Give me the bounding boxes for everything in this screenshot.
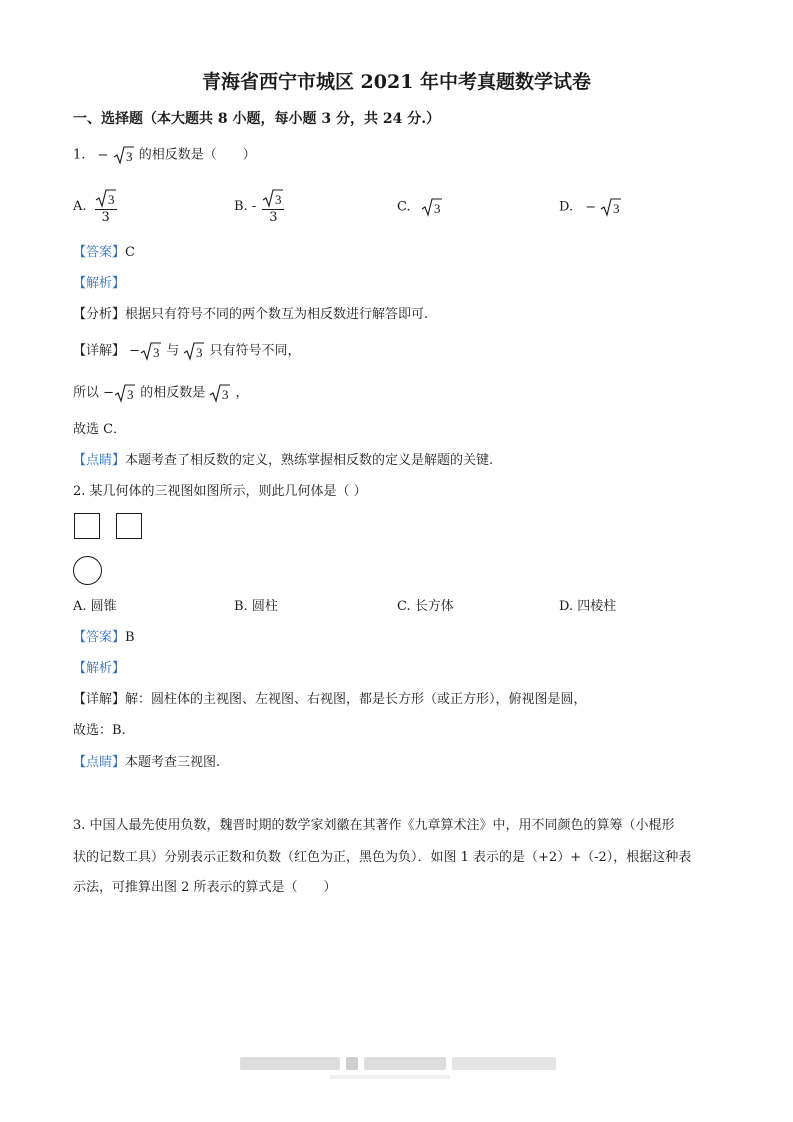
neg-sign: − (129, 343, 141, 359)
fraction-denominator: 3 (269, 210, 278, 225)
sqrt3-expression (113, 145, 135, 165)
sqrt-radicand: 3 (613, 201, 620, 216)
answer-tag: 【答案】 (73, 630, 126, 645)
sqrt3-expression (262, 188, 284, 208)
q1-choose: 故选 C． (73, 422, 127, 437)
sqrt-radicand: 3 (107, 192, 115, 207)
q1-option-b (234, 188, 284, 224)
so-prefix: 所以 (73, 385, 100, 401)
comment-text: 本题考查了相反数的定义，熟练掌握相反数的定义是解题的关键. (125, 453, 494, 468)
sqrt3-expression (209, 383, 231, 403)
q2-detail (73, 693, 587, 706)
side-view-square (116, 513, 142, 539)
q2-comment (73, 756, 220, 769)
q2-choose: 故选：B. (73, 723, 126, 738)
fenxi-tag: 【分析】 (73, 307, 126, 322)
q3-line-1: 3. 中国人最先使用负数，魏晋时期的数学家刘徽在其著作《九章算术注》中，用不同颜色的算筹（小棍形 (73, 818, 675, 833)
sqrt-radicand: 3 (127, 387, 134, 402)
detail-tag: 【详解】 (73, 692, 126, 707)
q1-neg-sign: − (97, 147, 109, 163)
sqrt3-expression (183, 341, 205, 361)
option-d-label: D. (559, 199, 574, 215)
q1-answer (73, 246, 135, 259)
q1-stem-suffix: 的相反数是（ ） (138, 147, 256, 163)
sqrt-radicand: 3 (153, 345, 160, 360)
sqrt3-expression (114, 383, 136, 403)
so-end: ， (235, 385, 249, 401)
option-a-label: A. (73, 198, 87, 214)
q2-option-c: C. 长方体 (397, 599, 454, 614)
so-mid: 的相反数是 (140, 385, 206, 401)
q1-number: 1. (73, 147, 86, 163)
q1-analysis-tag: 【解析】 (73, 276, 126, 291)
answer-value: C (125, 245, 135, 260)
answer-tag: 【答案】 (73, 245, 126, 260)
detail-text: 解：圆柱体的主视图、左视图、右视图，都是长方形（或正方形），俯视图是圆， (125, 692, 587, 707)
fenxi-text: 根据只有符号不同的两个数互为相反数进行解答即可. (125, 307, 429, 322)
detail-mid-text: 与 (166, 343, 180, 359)
q1-stem (73, 145, 256, 165)
detail-end-text: 只有符号不同， (209, 343, 301, 359)
top-view-circle (73, 556, 102, 585)
q2-answer (73, 631, 135, 644)
sqrt-radicand: 3 (275, 192, 282, 207)
sqrt3-expression (140, 341, 162, 361)
option-c-label: C. (397, 199, 411, 215)
detail-tag: 【详解】 (73, 343, 126, 359)
q2-option-a: A. 圆锥 (73, 599, 117, 614)
q3-line-2: 状的记数工具）分别表示正数和负数（红色为正，黑色为负）．如图 1 表示的是（+2）+（-2），根据这种表 (73, 850, 692, 865)
sqrt3-expression (95, 188, 117, 208)
fraction-denominator: 3 (101, 210, 110, 225)
comment-tag: 【点睛】 (73, 755, 126, 770)
q1-fenxi (73, 308, 428, 321)
q1-comment (73, 454, 493, 467)
sqrt-radicand: 3 (433, 201, 441, 216)
q2-option-d: D. 四棱柱 (559, 599, 617, 614)
page-title: 青海省西宁市城区 2021 年中考真题数学试卷 (201, 71, 592, 93)
front-view-square (74, 513, 100, 539)
q1-conclusion (73, 383, 249, 403)
q1-detail (73, 341, 301, 361)
q2-analysis-tag: 【解析】 (73, 661, 126, 676)
comment-tag: 【点睛】 (73, 453, 126, 468)
sqrt3-expression (421, 197, 443, 217)
option-d-neg-sign: − (585, 199, 597, 215)
q2-option-b: B. 圆柱 (234, 599, 278, 614)
q2-stem: 2. 某几何体的三视图如图所示，则此几何体是（ ） (73, 484, 367, 499)
answer-value: B (125, 630, 135, 645)
sqrt3-expression (600, 197, 622, 217)
comment-text: 本题考查三视图. (125, 755, 221, 770)
sqrt-radicand: 3 (196, 345, 203, 360)
neg-sign: − (103, 385, 115, 401)
section-heading: 一、选择题（本大题共 8 小题，每小题 3 分，共 24 分.） (73, 111, 441, 127)
blurred-watermark-shadow (330, 1075, 450, 1079)
q3-line-3: 示法，可推算出图 2 所表示的算式是（ ） (73, 880, 337, 895)
fraction-sqrt3-over-3 (262, 188, 284, 224)
q1-option-d (559, 197, 622, 217)
sqrt-radicand: 3 (125, 149, 133, 164)
sqrt-radicand: 3 (222, 387, 229, 402)
option-b-label: B. - (234, 198, 257, 214)
q1-option-c (397, 197, 443, 217)
fraction-sqrt3-over-3 (95, 188, 117, 224)
q1-option-a (73, 188, 117, 224)
blurred-watermark (240, 1057, 556, 1071)
